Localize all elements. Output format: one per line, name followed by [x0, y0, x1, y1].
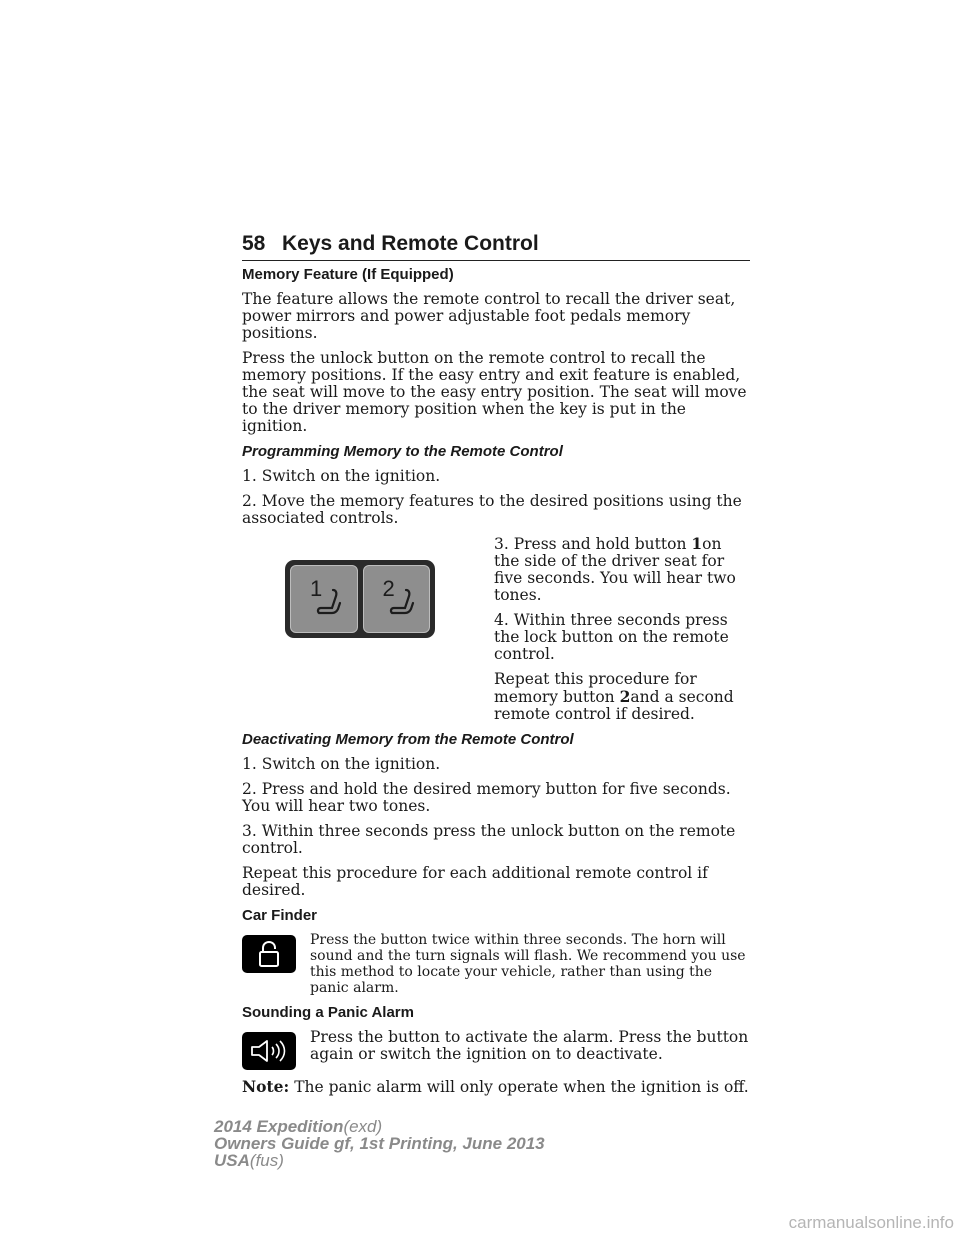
panic-horn-icon — [242, 1032, 296, 1070]
programming-step-2: 2. Move the memory features to the desired positions using the associated controls. — [242, 492, 742, 527]
seat-icon — [315, 588, 343, 622]
programming-step-3: 3. Press and hold button 1on the side of the driver seat for five seconds. You will hear two tones. — [494, 534, 736, 604]
memory-button-section — [242, 535, 750, 731]
page-number: 58 — [242, 232, 266, 255]
section-title: Keys and Remote Control — [282, 232, 539, 255]
memory-button-2 — [363, 565, 431, 633]
panic-row — [242, 1029, 750, 1070]
memory-button-2-label: 2 — [382, 576, 395, 601]
car-finder-row — [242, 932, 750, 996]
programming-step-1: 1. Switch on the ignition. — [242, 467, 441, 485]
car-finder-text: Press the button twice within three seconds. The horn will sound and the turn signals will flash. We recommend you use this method to locate your vehicle, rather than using the panic alarm. — [310, 932, 746, 996]
panic-note: Note: The panic alarm will only operate when the ignition is off. — [242, 1077, 749, 1096]
programming-step-4: 4. Within three seconds press the lock button on the remote control. — [494, 611, 729, 663]
footer — [214, 1118, 545, 1169]
panic-text: Press the button to activate the alarm. Press the button again or switch the ignition on to deactivate. — [310, 1028, 749, 1063]
deactivating-step-3: 3. Within three seconds press the unlock button on the remote control. — [242, 822, 736, 857]
deactivating-step-1: 1. Switch on the ignition. — [242, 755, 441, 773]
deactivating-heading: Deactivating Memory from the Remote Control — [242, 731, 574, 748]
programming-heading: Programming Memory to the Remote Control — [242, 443, 563, 460]
memory-button-1-label: 1 — [310, 576, 323, 601]
page-header — [242, 230, 750, 261]
memory-steps — [494, 535, 750, 731]
footer-guide-line: Owners Guide gf, 1st Printing, June 2013 — [214, 1134, 545, 1153]
deactivating-repeat: Repeat this procedure for each additional remote control if desired. — [242, 864, 708, 899]
watermark: carmanualsonline.info — [788, 1213, 954, 1232]
panic-heading: Sounding a Panic Alarm — [242, 1004, 414, 1021]
memory-buttons-figure — [242, 535, 494, 638]
memory-paragraph-2: Press the unlock button on the remote control to recall the memory positions. If the easy entry and exit feature is enabled, the seat will move to the easy entry position. The seat will move to the driver memory position when the key is put in the ignition. — [242, 349, 747, 435]
memory-heading: Memory Feature (If Equipped) — [242, 266, 454, 283]
seat-icon — [388, 588, 416, 622]
car-finder-heading: Car Finder — [242, 907, 318, 924]
footer-market-line: USA(fus) — [214, 1151, 284, 1170]
memory-paragraph-1: The feature allows the remote control to recall the driver seat, power mirrors and power adjustable foot pedals memory positions. — [242, 290, 736, 342]
memory-button-housing — [285, 560, 435, 638]
programming-repeat: Repeat this procedure for memory button 2and a second remote control if desired. — [494, 670, 734, 723]
footer-model-line: 2014 Expedition(exd) — [214, 1117, 383, 1136]
deactivating-step-2: 2. Press and hold the desired memory button for five seconds. You will hear two tones. — [242, 780, 731, 815]
memory-button-1 — [290, 565, 358, 633]
page-content — [242, 266, 750, 1104]
unlock-icon — [242, 935, 296, 973]
